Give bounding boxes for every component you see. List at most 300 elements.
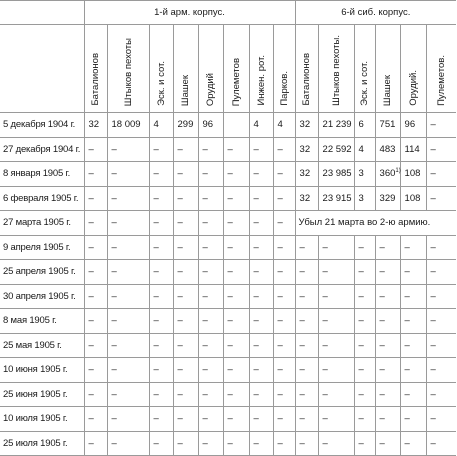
- cell-value: 483: [379, 143, 396, 155]
- cell-value: –: [430, 192, 436, 204]
- date-cell: 25 мая 1905 г.: [0, 333, 84, 358]
- corner-cell-lower: [0, 25, 84, 113]
- cell-6th-siberian-corps: [354, 162, 375, 187]
- date-cell: 6 февраля 1905 г.: [0, 186, 84, 211]
- date-cell: 25 июня 1905 г.: [0, 382, 84, 407]
- cell-value: –: [299, 339, 305, 351]
- column-header-label: Пулеметов: [230, 57, 242, 106]
- cell-6th-siberian-corps: [354, 382, 375, 407]
- date-cell: 5 декабря 1904 г.: [0, 113, 84, 138]
- cell-1st-corps: –: [173, 162, 198, 187]
- cell-6th-siberian-corps: [426, 382, 456, 407]
- column-header-c2-4: [375, 25, 400, 113]
- cell-1st-corps: –: [107, 407, 149, 432]
- date-cell: 8 января 1905 г.: [0, 162, 84, 187]
- cell-1st-corps: –: [107, 162, 149, 187]
- cell-6th-siberian-corps: [318, 162, 354, 187]
- cell-1st-corps: –: [223, 431, 249, 456]
- cell-value: –: [379, 437, 385, 449]
- cell-6th-siberian-corps: [318, 235, 354, 260]
- cell-1st-corps: –: [273, 333, 295, 358]
- cell-1st-corps: –: [84, 162, 107, 187]
- cell-value: –: [379, 413, 385, 425]
- cell-6th-siberian-corps: [375, 235, 400, 260]
- cell-1st-corps: –: [149, 137, 173, 162]
- cell-value: –: [379, 315, 385, 327]
- cell-1st-corps: –: [249, 407, 273, 432]
- cell-1st-corps: –: [198, 407, 223, 432]
- cell-1st-corps: –: [198, 260, 223, 285]
- column-header-label: Орудий.: [407, 70, 419, 106]
- cell-6th-siberian-corps: [295, 431, 318, 456]
- cell-value: –: [404, 364, 410, 376]
- cell-value: –: [404, 266, 410, 278]
- cell-1st-corps: –: [107, 333, 149, 358]
- column-header-label: Штыков пехоты.: [330, 35, 342, 106]
- cell-6th-siberian-corps: [295, 358, 318, 383]
- table-row: [0, 284, 456, 309]
- date-cell: 30 апреля 1905 г.: [0, 284, 84, 309]
- cell-value: –: [299, 290, 305, 302]
- cell-1st-corps: –: [173, 358, 198, 383]
- cell-6th-siberian-corps: [426, 137, 456, 162]
- cell-1st-corps: –: [149, 260, 173, 285]
- cell-1st-corps: –: [223, 284, 249, 309]
- date-cell: 8 мая 1905 г.: [0, 309, 84, 334]
- cell-6th-siberian-corps: [426, 431, 456, 456]
- cell-6th-siberian-corps: [375, 431, 400, 456]
- cell-6th-siberian-corps: [318, 284, 354, 309]
- date-cell: 9 апреля 1905 г.: [0, 235, 84, 260]
- cell-value: 21 239: [322, 119, 352, 131]
- cell-1st-corps: –: [149, 162, 173, 187]
- cell-1st-corps: –: [84, 186, 107, 211]
- cell-value: –: [358, 437, 364, 449]
- cell-6th-siberian-corps: [375, 137, 400, 162]
- cell-value: –: [358, 241, 364, 253]
- cell-6th-siberian-corps: [295, 235, 318, 260]
- group-header-6th-siberian-corps: 6-й сиб. корпус.: [295, 1, 456, 25]
- cell-1st-corps: –: [173, 407, 198, 432]
- cell-1st-corps: –: [173, 382, 198, 407]
- cell-6th-siberian-corps: [295, 186, 318, 211]
- cell-1st-corps: –: [198, 358, 223, 383]
- cell-value: –: [299, 388, 305, 400]
- cell-1st-corps: –: [107, 431, 149, 456]
- cell-value: –: [430, 339, 436, 351]
- cell-1st-corps: –: [249, 431, 273, 456]
- cell-value: 32: [299, 168, 311, 180]
- cell-value: 22 592: [322, 143, 352, 155]
- cell-value: –: [430, 315, 436, 327]
- cell-value: –: [322, 388, 328, 400]
- cell-value: –: [358, 364, 364, 376]
- column-header-label: Баталионов: [90, 53, 101, 106]
- cell-6th-siberian-corps: [400, 333, 426, 358]
- cell-6th-siberian-corps: [318, 382, 354, 407]
- column-header-label: Шашек: [180, 74, 191, 106]
- cell-1st-corps: –: [198, 235, 223, 260]
- cell-value: –: [322, 437, 328, 449]
- cell-1st-corps: –: [149, 358, 173, 383]
- cell-value: –: [358, 290, 364, 302]
- cell-value: –: [430, 364, 436, 376]
- cell-value: 329: [379, 192, 396, 204]
- cell-value: –: [430, 143, 436, 155]
- cell-6th-siberian-corps: [295, 309, 318, 334]
- cell-6th-siberian-corps: [375, 162, 400, 187]
- table-row: [0, 186, 456, 211]
- cell-1st-corps: –: [173, 186, 198, 211]
- cell-value: –: [358, 388, 364, 400]
- cell-6th-siberian-corps: [318, 407, 354, 432]
- cell-1st-corps: –: [198, 186, 223, 211]
- column-header-c2-1: [295, 25, 318, 113]
- cell-1st-corps: –: [107, 235, 149, 260]
- cell-value: –: [322, 315, 328, 327]
- cell-value: 108: [404, 192, 421, 204]
- cell-1st-corps: 18 009: [107, 113, 149, 138]
- column-header-c1-7: [249, 25, 273, 113]
- cell-6th-siberian-corps: [400, 382, 426, 407]
- cell-6th-siberian-corps: [295, 333, 318, 358]
- cell-value: 114: [404, 143, 420, 155]
- cell-6th-siberian-corps: [426, 407, 456, 432]
- cell-1st-corps: –: [198, 137, 223, 162]
- cell-6th-siberian-corps: [295, 260, 318, 285]
- cell-6th-siberian-corps: [375, 358, 400, 383]
- table-row: [0, 113, 456, 138]
- table-row: [0, 211, 456, 236]
- cell-1st-corps: –: [223, 211, 249, 236]
- cell-value: –: [404, 388, 410, 400]
- cell-value: 4: [358, 143, 364, 155]
- cell-value: –: [299, 241, 305, 253]
- cell-value: –: [404, 290, 410, 302]
- cell-1st-corps: –: [223, 358, 249, 383]
- cell-1st-corps: –: [273, 211, 295, 236]
- group-header-1st-army-corps: 1-й арм. корпус.: [84, 1, 295, 25]
- cell-1st-corps: –: [249, 260, 273, 285]
- cell-6th-siberian-corps: [375, 186, 400, 211]
- cell-6th-siberian-corps: [354, 186, 375, 211]
- cell-6th-siberian-corps: [318, 260, 354, 285]
- column-header-c2-6: [426, 25, 456, 113]
- cell-1st-corps: –: [223, 333, 249, 358]
- cell-value: 6: [358, 119, 364, 131]
- cell-1st-corps: 96: [198, 113, 223, 138]
- cell-1st-corps: –: [223, 382, 249, 407]
- cell-6th-siberian-corps: [400, 358, 426, 383]
- cell-6th-siberian-corps: [375, 407, 400, 432]
- cell-6th-siberian-corps: [318, 358, 354, 383]
- table-row: [0, 260, 456, 285]
- table-row: [0, 235, 456, 260]
- cell-1st-corps: –: [149, 186, 173, 211]
- cell-6th-siberian-corps: [426, 309, 456, 334]
- cell-6th-siberian-corps: [318, 431, 354, 456]
- cell-1st-corps: –: [249, 382, 273, 407]
- cell-1st-corps: –: [84, 333, 107, 358]
- cell-value: –: [299, 266, 305, 278]
- column-header-c2-2: [318, 25, 354, 113]
- cell-1st-corps: –: [84, 284, 107, 309]
- cell-value: –: [379, 339, 385, 351]
- cell-value: –: [322, 413, 328, 425]
- corner-cell: [0, 1, 84, 25]
- cell-6th-siberian-corps: [354, 137, 375, 162]
- cell-value: 3: [358, 168, 364, 180]
- cell-1st-corps: –: [223, 260, 249, 285]
- cell-1st-corps: –: [273, 407, 295, 432]
- cell-value: –: [379, 266, 385, 278]
- cell-value: –: [299, 437, 305, 449]
- cell-1st-corps: –: [249, 358, 273, 383]
- column-header-c1-4: [173, 25, 198, 113]
- date-cell: 27 марта 1905 г.: [0, 211, 84, 236]
- cell-value: –: [299, 364, 305, 376]
- cell-1st-corps: –: [273, 431, 295, 456]
- cell-1st-corps: –: [249, 137, 273, 162]
- cell-6th-siberian-corps: [426, 186, 456, 211]
- cell-6th-siberian-corps: [295, 162, 318, 187]
- table-row: [0, 333, 456, 358]
- cell-value: –: [379, 241, 385, 253]
- date-cell: 25 июля 1905 г.: [0, 431, 84, 456]
- cell-6th-siberian-corps: [354, 333, 375, 358]
- cell-1st-corps: –: [198, 431, 223, 456]
- cell-6th-siberian-corps: [295, 137, 318, 162]
- cell-1st-corps: –: [107, 260, 149, 285]
- cell-1st-corps: –: [149, 431, 173, 456]
- table-row: [0, 162, 456, 187]
- cell-6th-siberian-corps: [400, 284, 426, 309]
- cell-1st-corps: –: [107, 284, 149, 309]
- cell-1st-corps: –: [173, 137, 198, 162]
- cell-1st-corps: –: [273, 186, 295, 211]
- cell-1st-corps: –: [273, 358, 295, 383]
- cell-value: –: [299, 413, 305, 425]
- cell-1st-corps: –: [173, 260, 198, 285]
- cell-6th-siberian-corps: [354, 358, 375, 383]
- cell-1st-corps: –: [249, 186, 273, 211]
- cell-1st-corps: –: [84, 309, 107, 334]
- cell-6th-siberian-corps: [375, 284, 400, 309]
- cell-6th-siberian-corps: [375, 113, 400, 138]
- cell-1st-corps: –: [273, 309, 295, 334]
- date-cell: 10 июля 1905 г.: [0, 407, 84, 432]
- cell-1st-corps: –: [273, 162, 295, 187]
- cell-value: 32: [299, 192, 311, 204]
- cell-1st-corps: –: [173, 284, 198, 309]
- cell-value: –: [430, 168, 436, 180]
- cell-value: –: [404, 339, 410, 351]
- cell-1st-corps: –: [198, 333, 223, 358]
- cell-1st-corps: –: [84, 211, 107, 236]
- cell-1st-corps: –: [149, 407, 173, 432]
- cell-value: –: [358, 339, 364, 351]
- cell-6th-siberian-corps: [400, 137, 426, 162]
- cell-1st-corps: –: [223, 407, 249, 432]
- cell-value: –: [404, 241, 410, 253]
- column-header-c1-2: [107, 25, 149, 113]
- cell-1st-corps: –: [273, 137, 295, 162]
- cell-1st-corps: –: [149, 309, 173, 334]
- cell-6th-siberian-corps: [375, 260, 400, 285]
- cell-6th-siberian-corps: [318, 333, 354, 358]
- cell-6th-siberian-corps: [400, 407, 426, 432]
- cell-1st-corps: 4: [249, 113, 273, 138]
- cell-value: –: [379, 364, 385, 376]
- cell-6th-siberian-corps: [426, 162, 456, 187]
- date-cell: 25 апреля 1905 г.: [0, 260, 84, 285]
- cell-1st-corps: –: [149, 382, 173, 407]
- cell-value: 360: [379, 168, 396, 180]
- cell-6th-siberian-corps: [400, 260, 426, 285]
- cell-1st-corps: –: [249, 235, 273, 260]
- cell-1st-corps: –: [223, 162, 249, 187]
- table-row: [0, 382, 456, 407]
- cell-6th-siberian-corps: [318, 186, 354, 211]
- cell-1st-corps: –: [273, 235, 295, 260]
- cell-6th-siberian-corps: [426, 113, 456, 138]
- cell-1st-corps: –: [107, 358, 149, 383]
- column-header-c1-3: [149, 25, 173, 113]
- cell-1st-corps: –: [223, 186, 249, 211]
- cell-1st-corps: –: [107, 382, 149, 407]
- cell-value: –: [404, 437, 410, 449]
- cell-value: –: [430, 388, 436, 400]
- column-header-c2-3: [354, 25, 375, 113]
- column-header-label: Штыков пехоты: [122, 37, 134, 106]
- cell-1st-corps: –: [107, 211, 149, 236]
- cell-value: 3: [358, 192, 364, 204]
- cell-1st-corps: –: [149, 333, 173, 358]
- table-row: [0, 431, 456, 456]
- cell-value: –: [358, 266, 364, 278]
- cell-6th-siberian-corps: [400, 309, 426, 334]
- cell-1st-corps: –: [84, 407, 107, 432]
- cell-6th-siberian-corps: [354, 431, 375, 456]
- cell-value: –: [299, 315, 305, 327]
- cell-value: –: [430, 290, 436, 302]
- cell-1st-corps: –: [249, 284, 273, 309]
- cell-value: 32: [299, 119, 311, 131]
- column-header-c1-8: [273, 25, 295, 113]
- cell-value: –: [322, 364, 328, 376]
- cell-1st-corps: –: [149, 235, 173, 260]
- cell-6th-siberian-corps: [426, 333, 456, 358]
- cell-value: 32: [299, 143, 311, 155]
- cell-6th-siberian-corps: [354, 309, 375, 334]
- cell-1st-corps: –: [84, 358, 107, 383]
- cell-6th-siberian-corps: [354, 113, 375, 138]
- cell-1st-corps: –: [223, 309, 249, 334]
- cell-6th-siberian-corps: [426, 358, 456, 383]
- date-cell: 10 июня 1905 г.: [0, 358, 84, 383]
- cell-1st-corps: –: [173, 211, 198, 236]
- cell-1st-corps: –: [273, 260, 295, 285]
- table-row: [0, 137, 456, 162]
- cell-1st-corps: –: [107, 186, 149, 211]
- column-header-label: Эск. и сот.: [155, 61, 167, 106]
- table-row: [0, 309, 456, 334]
- cell-value: 751: [379, 119, 396, 131]
- cell-1st-corps: –: [198, 162, 223, 187]
- cell-value: 96: [404, 119, 416, 131]
- cell-1st-corps: –: [198, 284, 223, 309]
- cell-6th-siberian-corps: [400, 113, 426, 138]
- table-row: [0, 407, 456, 432]
- cell-1st-corps: –: [223, 235, 249, 260]
- cell-6th-siberian-corps: [426, 284, 456, 309]
- cell-6th-siberian-corps: [318, 137, 354, 162]
- cell-value: –: [322, 339, 328, 351]
- cell-6th-siberian-corps: [400, 162, 426, 187]
- cell-1st-corps: –: [198, 382, 223, 407]
- cell-1st-corps: –: [273, 284, 295, 309]
- cell-6th-siberian-corps: [295, 407, 318, 432]
- cell-1st-corps: 299: [173, 113, 198, 138]
- column-header-c1-1: [84, 25, 107, 113]
- cell-value: –: [322, 290, 328, 302]
- cell-6th-siberian-corps: [354, 284, 375, 309]
- column-header-c1-5: [198, 25, 223, 113]
- cell-1st-corps: –: [173, 235, 198, 260]
- cell-6th-siberian-corps: [318, 113, 354, 138]
- cell-value: –: [430, 266, 436, 278]
- cell-6th-siberian-corps: [354, 235, 375, 260]
- cell-value: 23 985: [322, 168, 352, 180]
- cell-6th-siberian-corps: [400, 235, 426, 260]
- column-header-label: Баталионов: [301, 53, 313, 106]
- cell-1st-corps: –: [84, 260, 107, 285]
- cell-1st-corps: –: [249, 211, 273, 236]
- cell-value: –: [379, 290, 385, 302]
- cell-value: –: [379, 388, 385, 400]
- cell-1st-corps: –: [173, 333, 198, 358]
- cell-1st-corps: 4: [273, 113, 295, 138]
- cell-1st-corps: –: [223, 137, 249, 162]
- cell-1st-corps: –: [107, 309, 149, 334]
- column-header-c2-5: [400, 25, 426, 113]
- column-header-label: Эск. и сот.: [359, 61, 371, 106]
- cell-value: –: [358, 413, 364, 425]
- column-header-label: Инжен. рот.: [255, 55, 267, 106]
- cell-value: 108: [404, 168, 421, 180]
- cell-1st-corps: 32: [84, 113, 107, 138]
- cell-1st-corps: [223, 113, 249, 138]
- cell-6th-siberian-corps: [426, 235, 456, 260]
- note-cell: Убыл 21 марта во 2-ю армию.: [295, 211, 456, 236]
- cell-6th-siberian-corps: [354, 260, 375, 285]
- cell-6th-siberian-corps: [426, 260, 456, 285]
- cell-1st-corps: –: [249, 162, 273, 187]
- cell-1st-corps: –: [173, 431, 198, 456]
- cell-1st-corps: –: [107, 137, 149, 162]
- column-header-label: Пулеметов.: [435, 55, 447, 106]
- cell-1st-corps: –: [84, 382, 107, 407]
- cell-6th-siberian-corps: [400, 186, 426, 211]
- cell-1st-corps: –: [273, 382, 295, 407]
- cell-value: –: [322, 266, 328, 278]
- cell-1st-corps: –: [149, 211, 173, 236]
- cell-6th-siberian-corps: [295, 113, 318, 138]
- cell-value: –: [430, 413, 436, 425]
- cell-value: –: [404, 413, 410, 425]
- column-header-c1-6: [223, 25, 249, 113]
- cell-6th-siberian-corps: [375, 309, 400, 334]
